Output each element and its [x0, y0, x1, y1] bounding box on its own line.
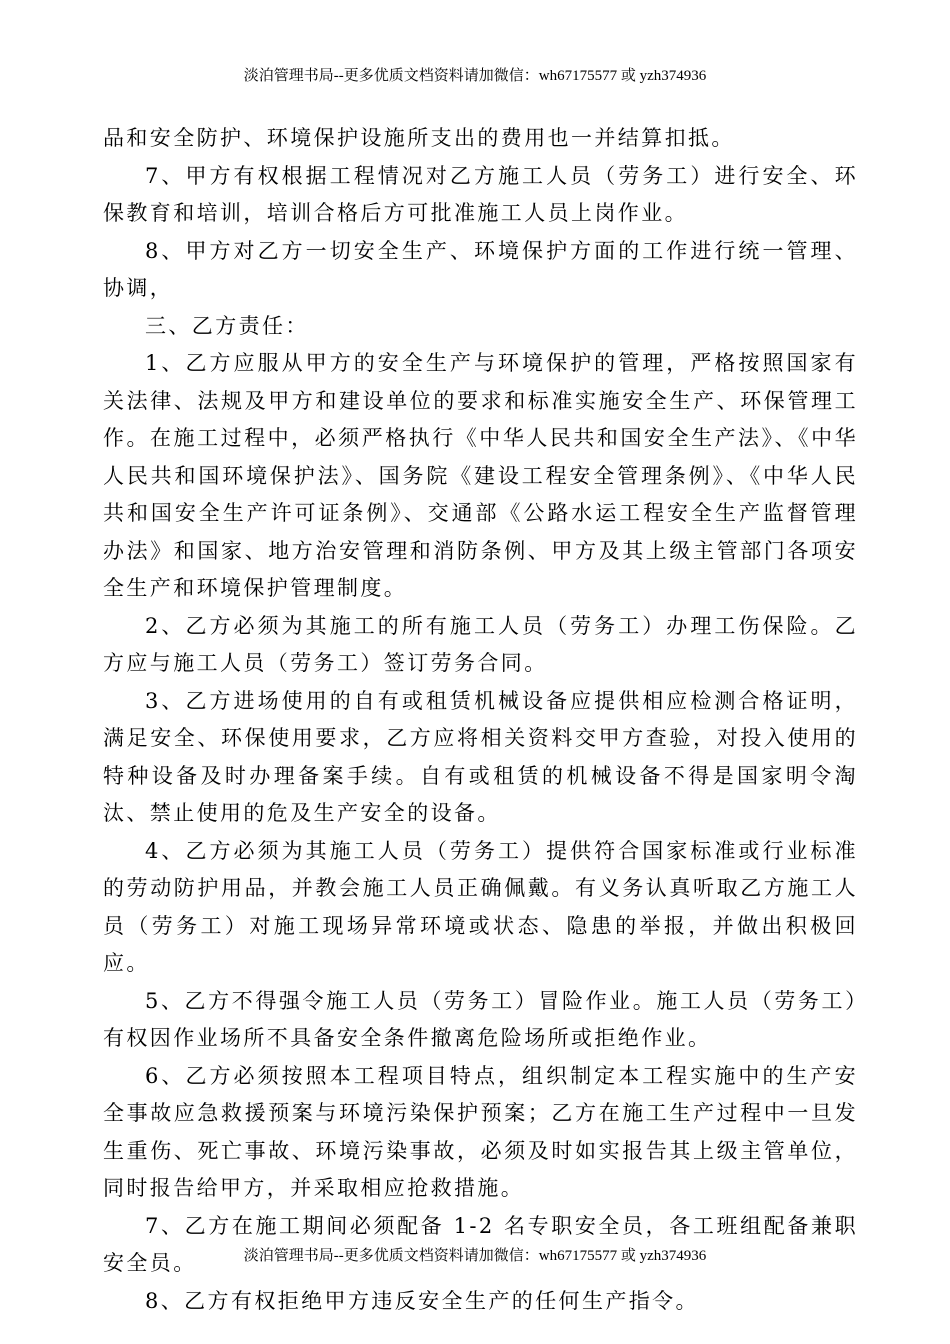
paragraph-party-a-7: 7、甲方有权根据工程情况对乙方施工人员（劳务工）进行安全、环保教育和培训，培训合格后方可批准施工人员上岗作业。 — [103, 163, 858, 225]
paragraph-party-b-4: 4、乙方必须为其施工人员（劳务工）提供符合国家标准或行业标准的劳动防护用品，并教会施工人员正确佩戴。有义务认真听取乙方施工人员（劳务工）对施工现场异常环境或状态、隐患的举报，并做出积极回应。 — [103, 838, 858, 975]
page-footer: 淡泊管理书局--更多优质文档资料请加微信：wh67175577 或 yzh374936 — [243, 1248, 707, 1264]
paragraph-party-b-2: 2、乙方必须为其施工的所有施工人员（劳务工）办理工伤保险。乙方应与施工人员（劳务工）签订劳务合同。 — [103, 613, 858, 675]
paragraph-party-b-1: 1、乙方应服从甲方的安全生产与环境保护的管理，严格按照国家有关法律、法规及甲方和建设单位的要求和标准实施安全生产、环保管理工作。在施工过程中，必须严格执行《中华人民共和国安全生产法》、《中华人民共和国环境保护法》、国务院《建设工程安全管理条例》、《中华人民共和国安全生产许可证条例》、交通部《公路水运工程安全生产监督管理办法》和国家、地方治安管理和消防条例、甲方及其上级主管部门各项安全生产和环境保护管理制度。 — [103, 351, 858, 600]
paragraph-party-b-6: 6、乙方必须按照本工程项目特点，组织制定本工程实施中的生产安全事故应急救援预案与环境污染保护预案；乙方在施工生产过程中一旦发生重伤、死亡事故、环境污染事故，必须及时如实报告其上级主管单位，同时报告给甲方，并采取相应抢救措施。 — [103, 1063, 858, 1200]
paragraph-party-b-3: 3、乙方进场使用的自有或租赁机械设备应提供相应检测合格证明，满足安全、环保使用要求，乙方应将相关资料交甲方查验，对投入使用的特种设备及时办理备案手续。自有或租赁的机械设备不得是国家明令淘汰、禁止使用的危及生产安全的设备。 — [103, 688, 858, 825]
section-heading-party-b: 三、乙方责任： — [145, 313, 309, 338]
document-body — [103, 120, 858, 1320]
paragraph-continuation: 品和安全防护、环境保护设施所支出的费用也一并结算扣抵。 — [103, 126, 735, 150]
paragraph-party-b-5: 5、乙方不得强令施工人员（劳务工）冒险作业。施工人员（劳务工）有权因作业场所不具备安全条件撤离危险场所或拒绝作业。 — [103, 988, 858, 1050]
paragraph-party-b-8: 8、乙方有权拒绝甲方违反安全生产的任何生产指令。 — [145, 1288, 699, 1313]
page-header: 淡泊管理书局--更多优质文档资料请加微信：wh67175577 或 yzh374936 — [243, 68, 707, 84]
paragraph-party-a-8: 8、甲方对乙方一切安全生产、环境保护方面的工作进行统一管理、协调， — [103, 238, 858, 300]
paragraph-party-b-7: 7、乙方在施工期间必须配备 1-2 名专职安全员，各工班组配备兼职安全员。 — [103, 1213, 858, 1275]
